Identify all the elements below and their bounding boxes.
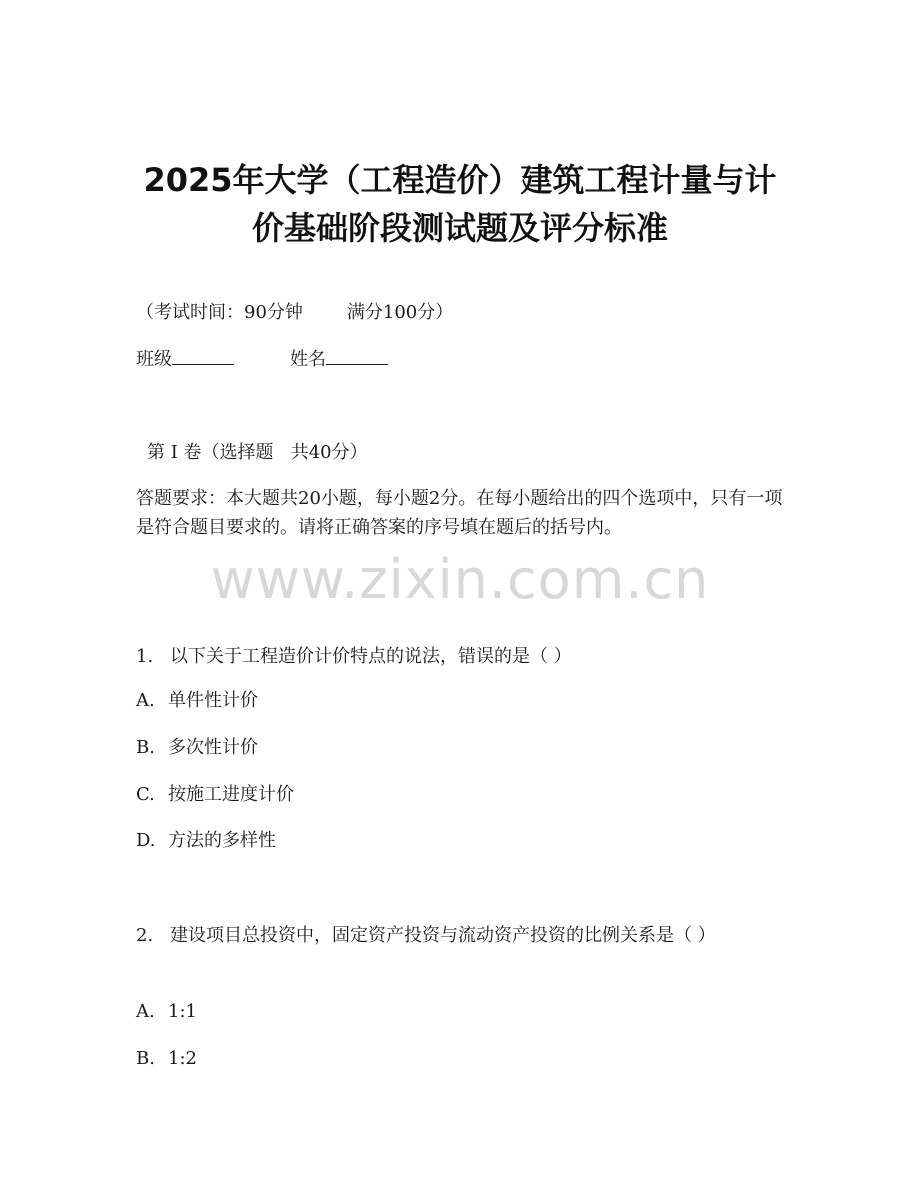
option-text: 按施工进度计价	[168, 784, 294, 805]
document-title-line-1: 2025年大学（工程造价）建筑工程计量与计	[143, 161, 777, 199]
question-text: 以下关于工程造价计价特点的说法，错误的是（ ）	[170, 646, 572, 667]
option-letter: B.	[136, 737, 155, 758]
class-blank[interactable]	[172, 346, 234, 365]
exam-full-score: 满分100分）	[346, 302, 454, 323]
option-letter: A.	[136, 1001, 155, 1022]
question-1	[136, 642, 786, 672]
question-2-option-b	[136, 1045, 197, 1073]
question-2-option-a	[136, 998, 197, 1026]
option-letter: D.	[136, 830, 156, 851]
name-label: 姓名	[290, 349, 326, 370]
question-1-option-d	[136, 827, 276, 855]
question-2	[136, 921, 786, 951]
name-blank[interactable]	[326, 346, 388, 365]
document-title-line-2: 价基础阶段测试题及评分标准	[251, 209, 668, 247]
section-header: 第 I 卷（选择题 共40分）	[147, 442, 368, 463]
instructions: 答题要求：本大题共20小题，每小题2分。在每小题给出的四个选项中，只有一项是符合题目要求的。请将正确答案的序号填在题后的括号内。	[136, 488, 783, 538]
option-text: 1:1	[168, 1001, 197, 1022]
watermark: www.zixin.com.cn	[210, 548, 710, 611]
exam-info	[136, 299, 453, 327]
question-1-option-b	[136, 734, 258, 762]
option-text: 单件性计价	[168, 690, 258, 711]
student-fields	[136, 346, 388, 374]
option-letter: C.	[136, 784, 155, 805]
option-text: 1:2	[168, 1048, 197, 1069]
option-text: 多次性计价	[168, 737, 258, 758]
option-text: 方法的多样性	[168, 830, 276, 851]
question-number: 2.	[136, 925, 154, 946]
question-1-option-c	[136, 781, 294, 809]
exam-time: （考试时间：90分钟	[136, 302, 303, 323]
question-1-option-a	[136, 687, 258, 715]
option-letter: A.	[136, 690, 155, 711]
class-label: 班级	[136, 349, 172, 370]
question-text: 建设项目总投资中，固定资产投资与流动资产投资的比例关系是（ ）	[170, 925, 716, 946]
option-letter: B.	[136, 1048, 155, 1069]
question-number: 1.	[136, 646, 154, 667]
